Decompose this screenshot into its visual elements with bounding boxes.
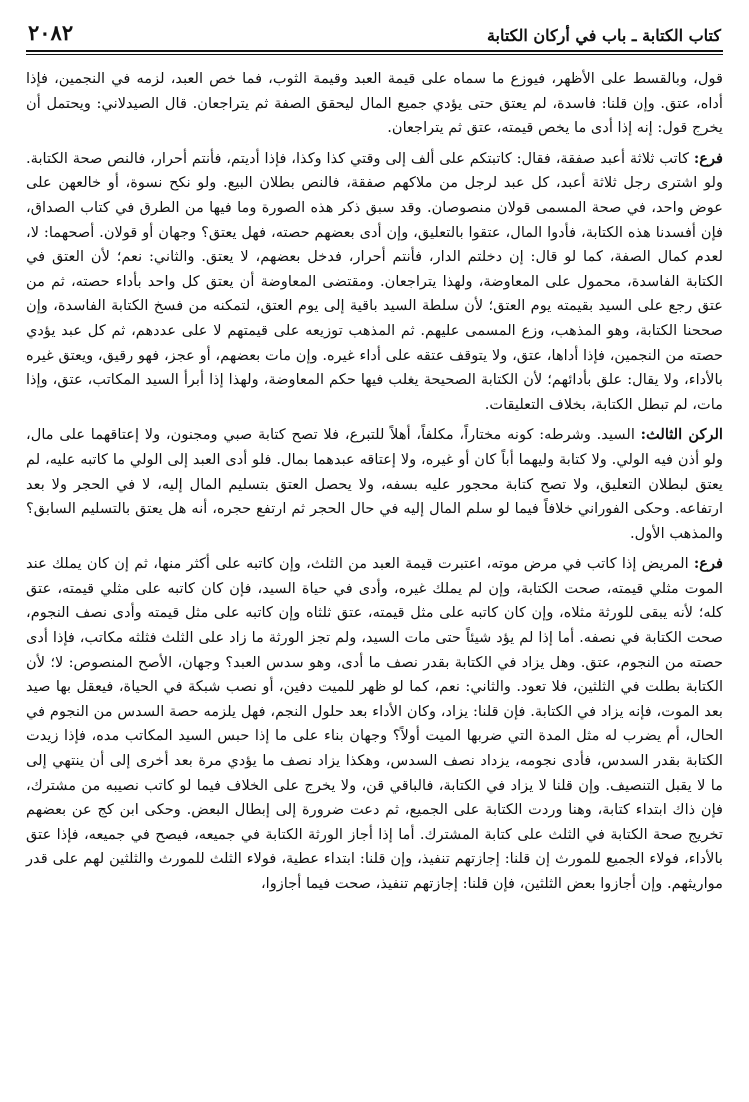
paragraph-text: كاتب ثلاثة أعبد صفقة، فقال: كاتبتكم على ألف إلى وقتي كذا وكذا، فإذا أديتم، فأنتم أحرار، فالنص صحة الكتابة. ولو اشترى رجل ثلاثة أعبد، كل عبد لرجل من ملاكهم صفقة، فالنص بطلان البيع. ولو نكح نسوة، أو خالعهن على عوض واحد، في صحة المسمى قولان منصوصان. وقد سبق ذكر هذه الصورة وما فيها من الطرق في كتاب الصداق، فإن أفسدنا هذه الكتابة، فأدوا المال، عتقوا بالتعليق، وإن أدى بعضهم حصته، فهل يعتق؟ وجهان أو قولان. أصحهما: لا، لعدم كمال الصفة، كما لو قال: إن دخلتم الدار، فأنتم أحرار، فدخل بعضهم، لا يعتق. والثاني: نعم؛ لأن العتق في الكتابة الفاسدة، محمول على المعاوضة، ولهذا يتراجعان. ومقتضى المعاوضة أن يعتق كل واحد بأداء حصته، ثم من عتق رجع على السيد بقيمته يوم العتق؛ لأن سلطة السيد باقية إلى يوم العتق، لتمكنه من فسخ الكتابة الفاسدة، وإن صححنا الكتابة، وهو المذهب، وزع المسمى عليهم. ثم المذهب توزيعه على قيمتهم لا على عددهم، ثم كل عبد يؤدي حصته من النجمين، فإذا أداها، عتق، ولا يتوقف عتقه على أداء غيره. وإن مات بعضهم، أو عجز، فهو رقيق، ويعتق غيره بالأداء، ولا يقال: علق بأدائهم؛ لأن الكتابة الصحيحة يغلب فيها حكم المعاوضة، ولهذا إذا أبرأ السيد المكاتب، عتق، وإذا مات، لم تبطل الكتابة، بخلاف التعليقات. [26, 149, 723, 413]
paragraph-lead: فرع: [693, 555, 723, 573]
paragraph-text: السيد. وشرطه: كونه مختاراً، مكلفاً، أهلاً للتبرع، فلا تصح كتابة صبي ومجنون، ولا إعتاقهما على مال، ولو أذن فيه الولي. ولا كتابة وليهما أباً كان أو غيره، ولا إعتاقه عبدهما بمال. فلو أدى العبد إلى الولي ما كاتبه عليه، لم يعتق لبطلان التعليق، ولا تصح كتابة محجور عليه بسفه، ولا يحصل العتق بتسليم المال إليه، لا في الحجر ولا بعد ارتفاعه. وحكى الفوراني خلافاً فيما لو سلم المال إليه في حال الحجر ثم ارتفع حجره، أنه هل يعتق بالتسليم السابق؟ والمذهب الأول. [26, 426, 723, 542]
paragraph [26, 147, 723, 418]
paragraph-text: قول، وبالقسط على الأظهر، فيوزع ما سماه على قيمة العبد وقيمة الثوب، فما خص العبد، لزمه في النجمين، فإذا أداه، عتق. وإن قلنا: فاسدة، لم يعتق حتى يؤدي جميع المال ليحقق الصفة ثم يتراجعان. قال الصيدلاني: ويحتمل أن يخرج قول: إنه إذا أدى ما يخص قيمته، عتق ثم يتراجعان. [26, 70, 723, 137]
paragraph-lead: الركن الثالث: [640, 426, 723, 444]
paragraph [26, 67, 723, 141]
paragraph-text: المريض إذا كاتب في مرض موته، اعتبرت قيمة العبد من الثلث، وإن كاتبه على أكثر منها، ثم إن كان يملك عند الموت مثلي قيمته، صحت الكتابة، وإن لم يملك غيره، وأدى في حياة السيد، فإن كان كاتبه على مثلي قيمته، عتق كله؛ لأنه يبقى للورثة مثلاه، وإن كان كاتبه على مثل قيمته، عتق ثلثاه وإن كاتبه على مثل قيمته وأدى نصف النجوم، صحت الكتابة في نصفه. أما إذا لم يؤد شيئاً حتى مات السيد، ولم تجز الورثة ما زاد على الثلث فثلثه مكاتب، فإذا أدى حصته من النجوم، عتق. وهل يزاد في الكتابة بقدر نصف ما أدى، وهو سدس العبد؟ وجهان، الأصح المنصوص: لا؛ لأن الكتابة بطلت في الثلثين، فلا تعود. والثاني: نعم، كما لو ظهر للميت دفين، أو نصب شبكة في الحياة، فيعقل بها صيد بعد الموت، فإنه يزاد في الكتابة. فإن قلنا: يزاد، وكان الأداء بعد حلول النجم، فهل يلزمه حصة السدس من النجوم في الحال، أم يضرب له مثل المدة التي ضربها الميت أولاً؟ وجهان بناء على ما إذا حبس السيد المكاتب مده، فإذا زيدت الكتابة بقدر السدس، فأدى نجومه، يزداد نصف السدس، وهكذا يزاد نصف ما يؤدي مرة بعد أخرى إلى أن ينتهي إلى ما لا يقبل التنصيف. وإن قلنا لا يزاد في الكتابة، فالباقي قن، ولا يخرج على الخلاف فيما لو كاتب نصيبه من مشترك، فإن ذاك ابتداء كتابة، وهنا وردت الكتابة على الجميع، ثم دعت ضرورة إلى إبطال البعض. وحكى ابن كج عن بعضهم تخريج صحة الكتابة في الثلث على كتابة المشترك. أما إذا أجاز الورثة الكتابة في جميعه، فيصح في جميعه، فإذا عتق بالأداء، فولاء الجميع للمورث إن قلنا: إجازتهم تنفيذ، وإن قلنا: ابتداء عطية، فولاء الثلث للمورث والثلثين لهم على قدر مواريثهم. وإن أجازوا بعض الثلثين، فإن قلنا: إجازتهم تنفيذ، صحت فيما أجازوا، [26, 555, 723, 892]
paragraph-lead: فرع: [693, 149, 724, 167]
running-title: كتاب الكتابة ـ باب في أركان الكتابة [486, 26, 721, 45]
page-header [26, 20, 723, 52]
page-number: ٢٠٨٢ [28, 20, 74, 45]
paragraph [26, 552, 723, 896]
paragraph [26, 423, 723, 546]
page-body [26, 67, 723, 897]
header-rule [26, 54, 723, 55]
